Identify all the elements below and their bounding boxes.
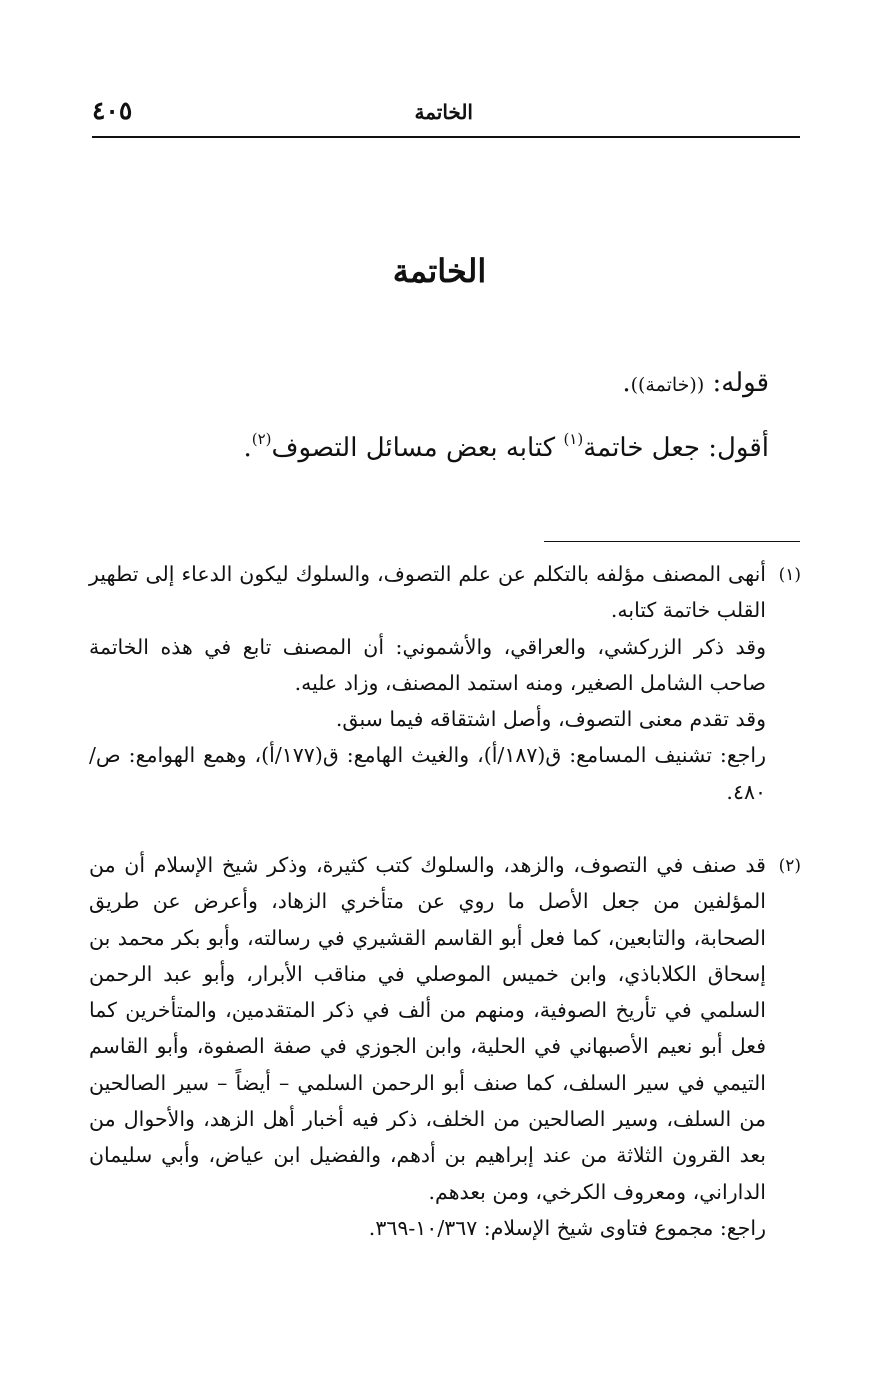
footnote-paragraph: قد صنف في التصوف، والزهد، والسلوك كتب كثيرة، وذكر شيخ الإسلام أن من المؤلفين من جعل الأصل ما روي عن متأخري الزهاد، وأعرض عن طريق الصحابة، والتابعين، كما فعل أبو القاسم القشيري في رسالته، وأبو بكر محمد بن إسحاق الكلاباذي، وابن خميس الموصلي في مناقب الأبرار، وأبو عبد الرحمن السلمي في تأريخ الصوفية، ومنهم من ألف في ذكر المتقدمين، والمتأخرين كما فعل أبو نعيم الأصبهاني في الحلية، وابن الجوزي في صفة الصفوة، وأبو القاسم التيمي في سير السلف، كما صنف أبو الرحمن السلمي – أيضاً – سير الصالحين من السلف، وسير الصالحين من الخلف، ذكر فيه أخبار أهل الزهد، والأحوال من بعد القرون الثلاثة من عند إبراهيم بن أدهم، والفضيل ابن عياض، وأبي سليمان الداراني، ومعروف الكرخي، ومن بعدهم. [89,853,766,1204]
footnote-separator [544,541,800,542]
page-number: ٤٠٥ [92,96,133,125]
chapter-title: الخاتمة [392,252,487,290]
footnote-ref: (١) [563,430,584,448]
body-text: كتابه بعض مسائل التصوف [271,433,564,463]
running-header [92,92,800,138]
footnote-ref: (٢) [251,430,272,448]
body-text: قوله: [704,368,769,398]
footnote-paragraph: راجع: تشنيف المسامع: ق(١٨٧/أ)، والغيث الهامع: ق(١٧٧/أ)، وهمع الهوامع: ص/٤٨٠. [89,743,767,804]
running-title: الخاتمة [414,100,473,124]
footnote-paragraph: وقد ذكر الزركشي، والعراقي، والأشموني: أن المصنف تابع في هذه الخاتمة صاحب الشامل الصغير، ومنه استمد المصنف، وزاد عليه. [89,634,766,695]
footnote-text [89,847,766,1246]
body-text: أقول: جعل خاتمة [583,433,769,463]
body-text: . [622,368,631,398]
body-text: . [243,433,252,463]
footnote-paragraph: أنهى المصنف مؤلفه بالتكلم عن علم التصوف، والسلوك ليكون الدعاء إلى تطهير القلب خاتمة كتابه. [89,562,766,623]
body-line-statement [243,430,769,463]
footnote-2 [89,847,801,1246]
quoted-term: ((خاتمة)) [630,374,705,396]
body-line-quote [622,368,769,398]
footnote-number: (١) [778,565,801,585]
footnote-number: (٢) [778,856,801,876]
footnote-paragraph: وقد تقدم معنى التصوف، وأصل اشتقاقه فيما سبق. [335,707,766,732]
footnote-text [89,556,766,810]
footnote-1 [89,556,801,810]
footnote-paragraph: راجع: مجموع فتاوى شيخ الإسلام: ١٠/٣٦٧-٣٦٩. [368,1215,766,1240]
